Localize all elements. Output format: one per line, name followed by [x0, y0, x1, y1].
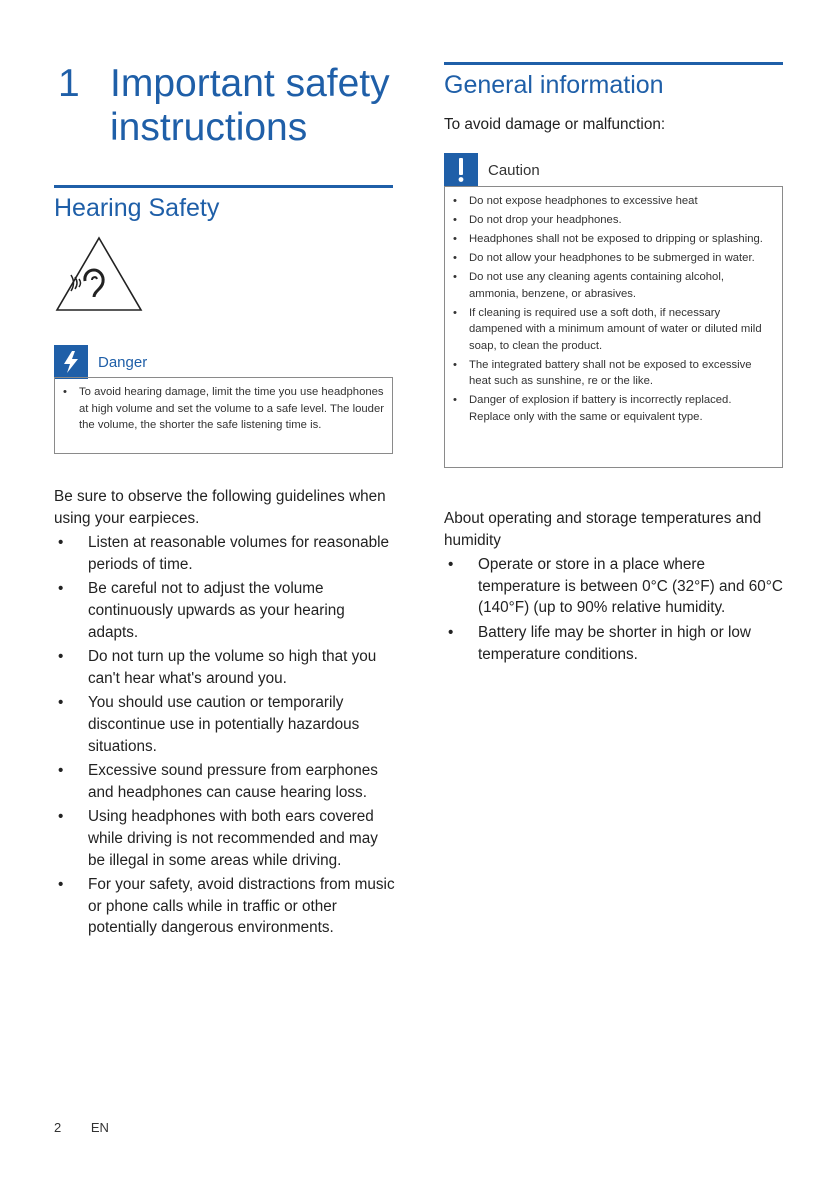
list-item: • Battery life may be shorter in high or low temperature conditions. — [444, 622, 783, 665]
exclamation-icon — [444, 153, 478, 187]
language-code: EN — [90, 1120, 109, 1135]
general-info-title: General information — [444, 71, 664, 99]
chapter-number: 1 — [58, 62, 80, 105]
temperature-title: About operating and storage temperatures and humidity — [444, 510, 762, 549]
caution-item: • Do not drop your headphones. — [445, 212, 774, 229]
list-item: • You should use caution or temporarily discontinue use in potentially hazardous situations. — [54, 692, 399, 757]
list-item: • For your safety, avoid distractions from music or phone calls while in traffic or other potentially dangerous environments. — [54, 874, 399, 939]
caution-item: • Headphones shall not be exposed to dripping or splashing. — [445, 231, 774, 248]
caution-label: Caution — [488, 161, 540, 179]
list-item: • Listen at reasonable volumes for reasonable periods of time. — [54, 532, 399, 575]
page-number: 2 — [54, 1120, 62, 1135]
hearing-intro: Be sure to observe the following guidelines when using your earpieces. — [54, 488, 386, 527]
section-rule — [444, 62, 783, 65]
chapter-title: Important safety instructions — [110, 62, 390, 149]
list-item: • Excessive sound pressure from earphones and headphones can cause hearing loss. — [54, 760, 399, 803]
hearing-safety-title: Hearing Safety — [54, 194, 220, 222]
danger-item: • To avoid hearing damage, limit the time you use headphones at high volume and set the volume to a safe level. The louder the volume, the shorter the safe listening time is. — [55, 384, 384, 434]
caution-item: • Danger of explosion if battery is incorrectly replaced. Replace only with the same or equivalent type. — [445, 392, 774, 425]
danger-label: Danger — [98, 353, 148, 371]
caution-item: • Do not expose headphones to excessive heat — [445, 193, 774, 210]
hearing-hazard-icon — [54, 235, 144, 313]
list-item: • Operate or store in a place where temperature is between 0°C (32°F) and 60°C (140°F) (up to 90% relative humidity. — [444, 554, 783, 619]
list-item: • Do not turn up the volume so high that you can't hear what's around you. — [54, 646, 399, 689]
caution-header — [444, 153, 540, 187]
caution-item: • If cleaning is required use a soft doth, if necessary dampened with a minimum amount of water or diluted mild soap, to clean the product. — [445, 305, 774, 355]
temperature-section — [444, 508, 783, 668]
page-footer — [54, 1120, 135, 1135]
danger-header — [54, 345, 147, 379]
caution-item: • Do not use any cleaning agents containing alcohol, ammonia, benzene, or abrasives. — [445, 269, 774, 302]
caution-item: • The integrated battery shall not be exposed to excessive heat such as sunshine, re or the like. — [445, 357, 774, 390]
lightning-icon — [54, 345, 88, 379]
list-item: • Using headphones with both ears covered while driving is not recommended and may be illegal in some areas while driving. — [54, 806, 399, 871]
danger-box — [54, 377, 393, 454]
general-intro: To avoid damage or malfunction: — [444, 116, 666, 133]
caution-box — [444, 186, 783, 468]
caution-item: • Do not allow your headphones to be submerged in water. — [445, 250, 774, 267]
hearing-guidelines — [54, 486, 399, 942]
list-item: • Be careful not to adjust the volume continuously upwards as your hearing adapts. — [54, 578, 399, 643]
section-rule — [54, 185, 393, 188]
